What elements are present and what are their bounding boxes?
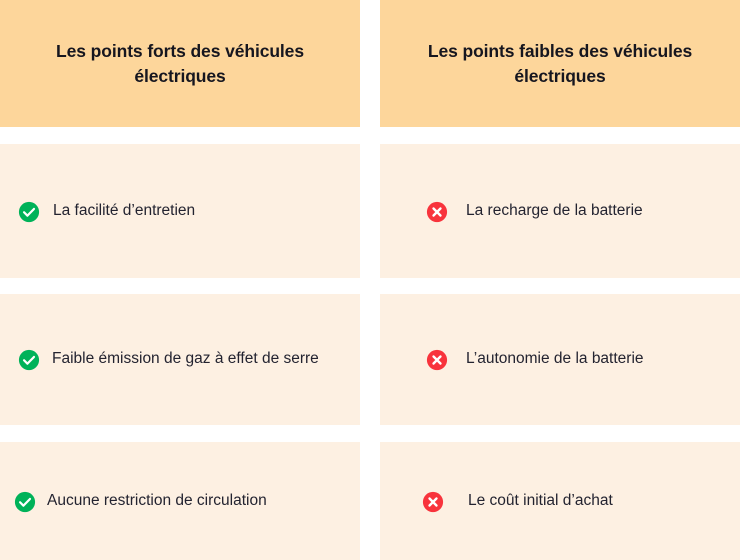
column-gap-header	[360, 0, 380, 127]
row-gap-header	[0, 127, 360, 144]
grid-gap	[360, 442, 380, 560]
row-gap-header-right	[380, 127, 740, 144]
strength-card-3[interactable]	[0, 442, 360, 560]
strength-label-2: Faible émission de gaz à effet de serre	[52, 350, 319, 367]
grid-gap	[360, 144, 380, 278]
row-gap-2-right	[380, 425, 740, 442]
strength-label-1: La facilité d’entretien	[53, 201, 196, 219]
weaknesses-header-title: Les points faibles des véhicules électriques	[427, 41, 693, 86]
row-gap-2	[0, 425, 360, 442]
grid-gap	[360, 294, 380, 425]
grid-gap	[360, 278, 380, 294]
cross-circle-icon	[426, 349, 448, 371]
cross-circle-icon	[422, 491, 444, 513]
weaknesses-header-cell	[380, 0, 740, 127]
row-gap-1	[0, 278, 360, 294]
weakness-label-1: La recharge de la batterie	[466, 201, 643, 219]
grid-gap	[360, 127, 380, 144]
weakness-card-3[interactable]	[380, 442, 740, 560]
strength-card-2[interactable]	[0, 294, 360, 425]
weakness-label-2: L’autonomie de la batterie	[466, 350, 644, 367]
strengths-header-cell	[0, 0, 360, 127]
weakness-card-2[interactable]	[380, 294, 740, 425]
cross-circle-icon	[426, 201, 448, 223]
strengths-header-title: Les points forts des véhicules électriques	[56, 41, 304, 86]
grid-gap	[360, 425, 380, 442]
row-gap-1-right	[380, 278, 740, 294]
strength-card-1[interactable]	[0, 144, 360, 278]
weakness-card-1[interactable]	[380, 144, 740, 278]
weakness-label-3: Le coût initial d’achat	[468, 491, 613, 509]
check-circle-icon	[18, 201, 40, 223]
strength-label-3: Aucune restriction de circulation	[47, 491, 267, 509]
check-circle-icon	[18, 349, 40, 371]
check-circle-icon	[14, 491, 36, 513]
